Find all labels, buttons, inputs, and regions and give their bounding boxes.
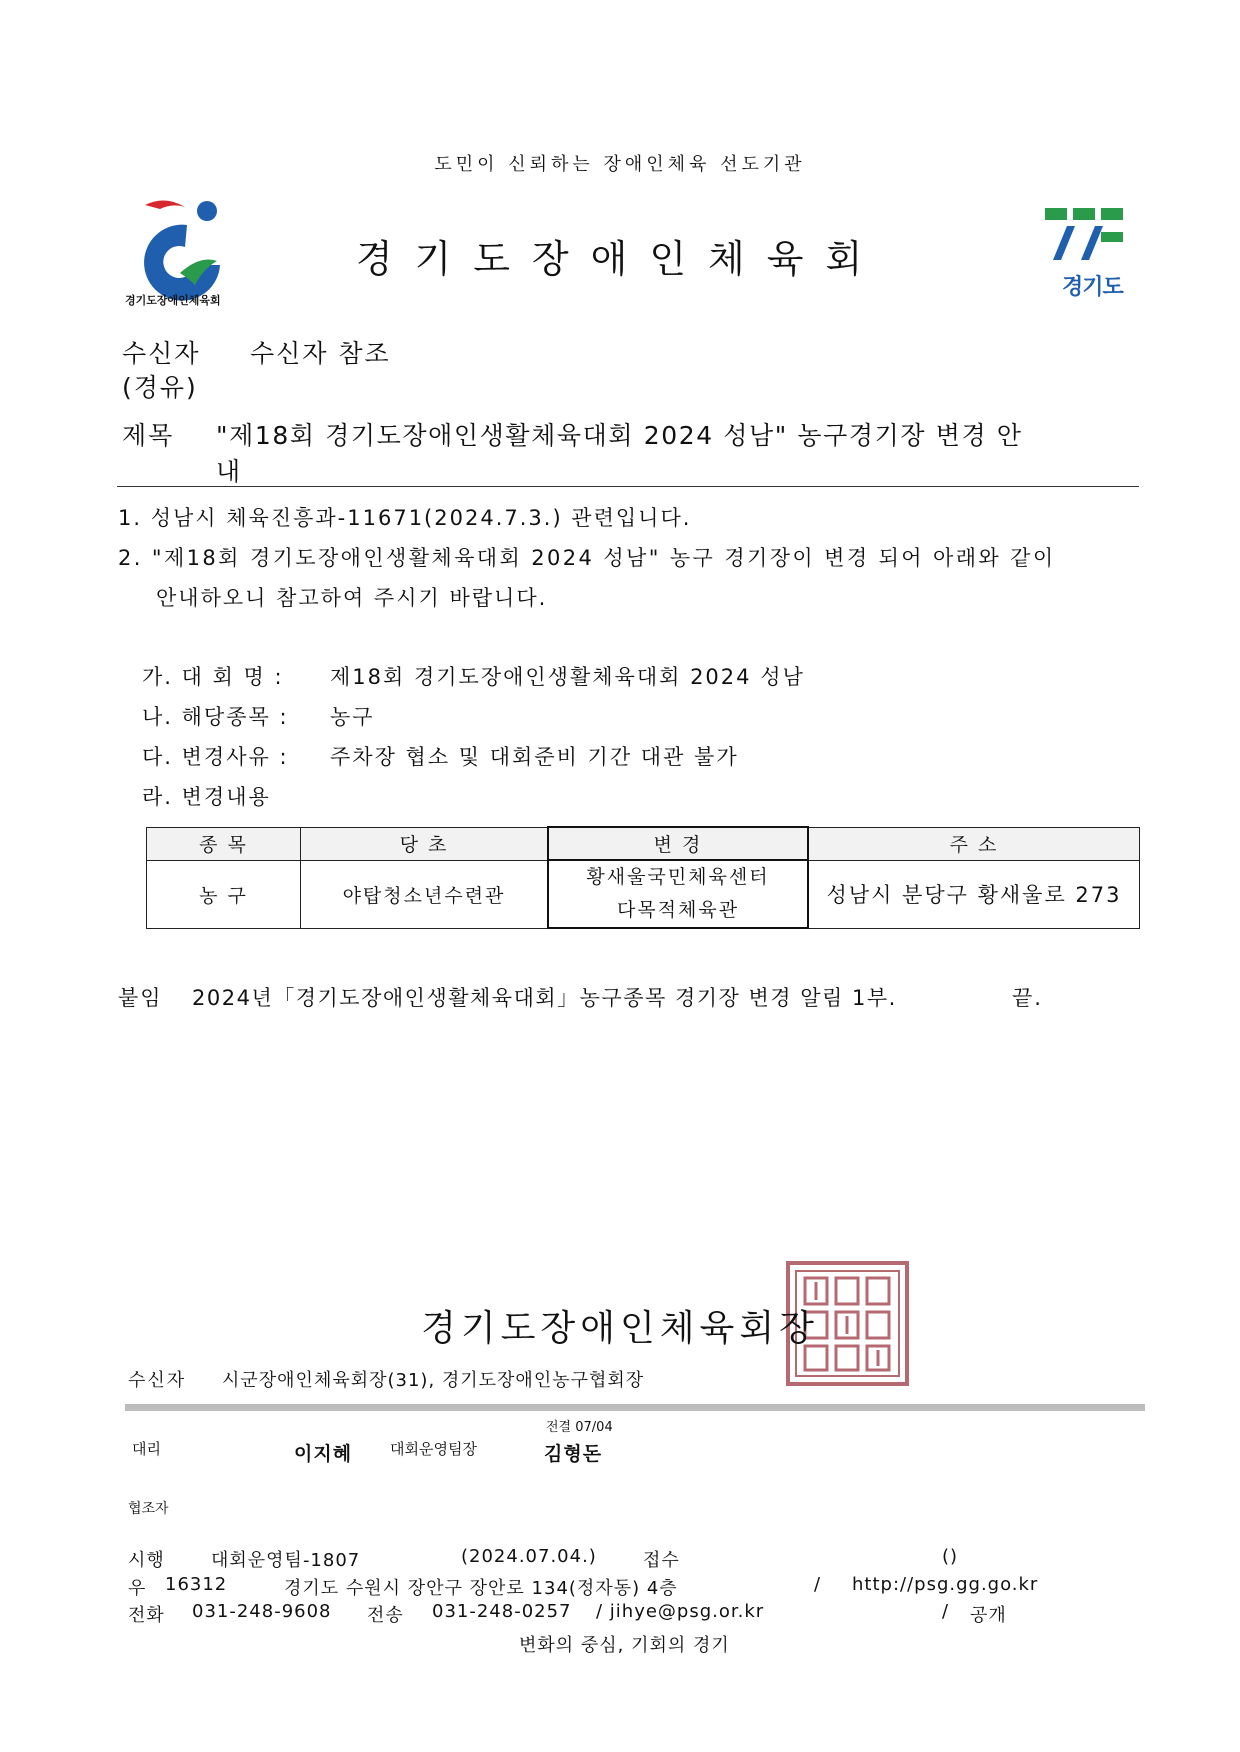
phone-label: 전화 [128, 1605, 165, 1626]
table-header-row [147, 827, 1140, 860]
receipt-value: () [942, 1546, 959, 1567]
fax-number: 031-248-0257 [432, 1601, 572, 1622]
phone-number: 031-248-9608 [192, 1601, 332, 1622]
item-label: 나. 해당종목 : [142, 705, 289, 729]
item-label: 가. 대 회 명 : [142, 665, 284, 689]
org-title: 경기도장애인체육회 [355, 237, 885, 281]
postal-label: 우 [128, 1578, 147, 1599]
item-value: 제18회 경기도장애인생활체육대회 2024 성남 [330, 665, 805, 689]
recipient-via-label: (경유) [122, 373, 198, 402]
team-leader-role: 대회운영팀장 [390, 1440, 477, 1458]
enforce-date: (2024.07.04.) [461, 1546, 597, 1567]
homepage-link[interactable]: http://psg.gg.go.kr [852, 1574, 1039, 1595]
item-value: 주차장 협소 및 대회준비 기간 대관 불가 [330, 745, 739, 769]
approver-role: 대리 [132, 1440, 161, 1458]
footer-motto: 변화의 중심, 기회의 경기 [519, 1635, 730, 1656]
gyeonggi-logo-icon [1045, 208, 1123, 268]
subject-line2: 내 [216, 457, 243, 486]
body-paragraph-2-line1: 2. "제18회 경기도장애인생활체육대회 2024 성남" 농구 경기장이 변경 되어 아래와 같이 [118, 546, 1056, 570]
item-value: 농구 [330, 705, 375, 729]
slogan: 도민이 신뢰하는 장애인체육 선도기관 [434, 154, 806, 175]
cooperator-label: 협조자 [128, 1501, 169, 1517]
team-leader-name: 김형돈 [544, 1443, 603, 1465]
recipient-value: 수신자 참조 [250, 339, 391, 368]
footer-divider [125, 1404, 1145, 1411]
disclosure-status: 공개 [970, 1605, 1007, 1626]
approval-mark: 전결 07/04 [546, 1420, 613, 1435]
attachment-label: 붙임 [118, 986, 163, 1010]
approver-name: 이지혜 [294, 1443, 353, 1465]
chairperson-title: 경기도장애인체육회장 [421, 1308, 819, 1349]
fax-label: 전송 [367, 1605, 404, 1626]
cell-sport: 농 구 [147, 860, 301, 928]
attachment-text: 2024년「경기도장애인생활체육대회」농구종목 경기장 변경 알림 1부. [192, 986, 897, 1010]
doc-number: 대회운영팀-1807 [211, 1550, 361, 1571]
attachment-end: 끝. [1012, 986, 1043, 1010]
enforce-label: 시행 [128, 1550, 165, 1571]
gyeonggi-logo-caption: 경기도 [1062, 275, 1123, 300]
table-header: 주 소 [808, 827, 1140, 860]
table-row [147, 860, 1140, 928]
recipient-label: 수신자 [122, 339, 201, 368]
email-link[interactable]: / jihye@psg.or.kr [596, 1601, 765, 1622]
cell-original-venue: 야탑청소년수련관 [301, 860, 549, 928]
item-label: 다. 변경사유 : [142, 745, 289, 769]
postal-code: 16312 [165, 1574, 228, 1595]
body-paragraph-2-line2: 안내하오니 참고하여 주시기 바랍니다. [156, 586, 548, 610]
changed-venue-line1: 황새울국민체육센터 [586, 866, 770, 888]
org-logo-caption: 경기도장애인체육회 [125, 294, 221, 307]
body-paragraph-1: 1. 성남시 체육진흥과-11671(2024.7.3.) 관련입니다. [118, 506, 692, 530]
cell-address: 성남시 분당구 황새울로 273 [808, 860, 1140, 928]
disclosure-separator: / [942, 1601, 950, 1622]
item-label: 라. 변경내용 [142, 785, 271, 809]
subject-label: 제목 [122, 421, 175, 450]
office-address: 경기도 수원시 장안구 장안로 134(정자동) 4층 [284, 1578, 678, 1599]
table-header: 종 목 [147, 827, 301, 860]
cell-changed-venue [548, 860, 808, 928]
subject-line1: "제18회 경기도장애인생활체육대회 2024 성남" 농구경기장 변경 안 [216, 421, 1023, 450]
distribution-value: 시군장애인체육회장(31), 경기도장애인농구협회장 [222, 1370, 645, 1391]
address-separator: / [814, 1574, 822, 1595]
change-table [146, 826, 1140, 929]
subject-divider [117, 486, 1139, 487]
table-header: 변 경 [548, 827, 808, 860]
distribution-label: 수신자 [128, 1370, 187, 1391]
table-header: 당 초 [301, 827, 549, 860]
receipt-label: 접수 [643, 1550, 680, 1571]
changed-venue-line2: 다목적체육관 [616, 899, 740, 921]
